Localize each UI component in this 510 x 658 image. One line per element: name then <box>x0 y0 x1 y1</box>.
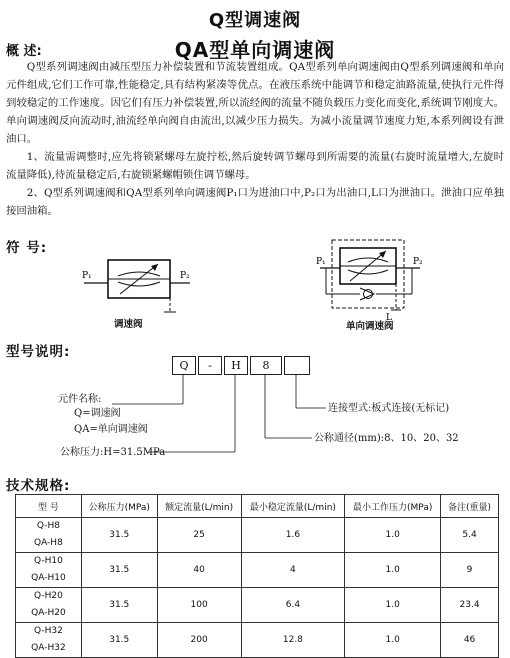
port-p1-label: P₁ <box>316 257 326 267</box>
model-q: Q-H10 <box>34 556 63 566</box>
one-way-flow-control-valve-caption: 单向调速阀 <box>346 321 394 332</box>
model-code-pressure: H <box>224 356 248 375</box>
port-p2-label: P₂ <box>180 271 190 281</box>
spec-table-header <box>16 495 499 518</box>
cell-min-pressure: 1.0 <box>345 623 441 658</box>
cell-flow: 25 <box>157 518 241 553</box>
cell-flow: 100 <box>157 588 241 623</box>
flow-control-valve-symbol <box>78 248 198 318</box>
symbol-heading: 符 号: <box>6 240 48 256</box>
model-qa: QA-H8 <box>34 538 63 548</box>
model-code-diameter: 8 <box>250 356 282 375</box>
cell-model <box>16 553 82 588</box>
cell-weight: 46 <box>441 623 499 658</box>
cell-pressure: 31.5 <box>81 553 157 588</box>
header-min-pressure: 最小工作压力(MPa) <box>345 495 441 518</box>
cell-weight: 5.4 <box>441 518 499 553</box>
header-weight: 备注(重量) <box>441 495 499 518</box>
model-qa: QA-H20 <box>31 608 66 618</box>
cell-weight: 23.4 <box>441 588 499 623</box>
one-way-flow-control-valve-symbol <box>316 232 426 322</box>
cell-min-pressure: 1.0 <box>345 553 441 588</box>
header-min-flow: 最小稳定流量(L/min) <box>241 495 345 518</box>
cell-weight: 9 <box>441 553 499 588</box>
port-note: 2、Q型系列调速阀和QA型系列单向调速阀P₁口为进油口中,P₂口为出油口,L口为泄油口。泄油口应单独接回油箱。 <box>6 187 504 217</box>
cell-pressure: 31.5 <box>81 623 157 658</box>
cell-pressure: 31.5 <box>81 588 157 623</box>
adjustment-note: 1、流量需调整时,应先将锁紧螺母左旋拧松,然后旋转调节螺母到所需要的流量(右旋时流量增大,左旋时流量降低),待流量稳定后,右旋锁紧螺帽锁住调节螺母。 <box>6 151 504 181</box>
port-l-label: L <box>386 313 392 322</box>
model-code-connection <box>284 356 310 375</box>
cell-model <box>16 518 82 553</box>
table-row <box>16 518 499 553</box>
page-subtitle: QA型单向调速阀 <box>174 38 336 62</box>
cell-min-flow: 6.4 <box>241 588 345 623</box>
overview-paragraph: Q型系列调速阀由减压型压力补偿装置和节流装置组成。QA型系列单向调速阀由Q型系列调速阀和单向元件组成,它们工作可靠,性能稳定,具有结构紧凑等优点。在液压系统中能调节和稳定油路流量,使执行元件得到较稳定的工作速度。因它们有压力补偿装置,所以流经阀的流量不随负载压力变化而变化,系统调节刚度大。单向调速阀反向流动时,油流经单向阀自由流出,以减少压力损失。为减小流量调节速度力矩,本系列阀设有泄油口。 <box>6 61 504 145</box>
cell-model <box>16 588 82 623</box>
cell-flow: 200 <box>157 623 241 658</box>
port-p2-label: P₂ <box>413 257 423 267</box>
cell-min-pressure: 1.0 <box>345 518 441 553</box>
port-p1-label: P₁ <box>82 271 92 281</box>
model-connection-note: 连接型式:板式连接(无标记) <box>328 403 450 414</box>
cell-flow: 40 <box>157 553 241 588</box>
header-model: 型 号 <box>16 495 82 518</box>
overview-heading: 概 述: <box>6 44 42 59</box>
spec-table <box>15 494 499 658</box>
table-row <box>16 588 499 623</box>
cell-min-flow: 4 <box>241 553 345 588</box>
cell-min-flow: 1.6 <box>241 518 345 553</box>
header-pressure: 公称压力(MPa) <box>81 495 157 518</box>
cell-pressure: 31.5 <box>81 518 157 553</box>
model-q: Q-H8 <box>36 521 60 531</box>
table-row <box>16 553 499 588</box>
model-pressure-note: 公称压力:H=31.5MPa <box>60 447 166 458</box>
flow-control-valve-caption: 调速阀 <box>114 319 143 330</box>
cell-min-pressure: 1.0 <box>345 588 441 623</box>
cell-model <box>16 623 82 658</box>
cell-min-flow: 12.8 <box>241 623 345 658</box>
model-element-name-q: Q=调速阀 <box>74 408 121 419</box>
model-heading: 型号说明: <box>6 344 71 360</box>
model-qa: QA-H32 <box>31 643 66 653</box>
model-code-series: Q <box>172 356 196 375</box>
model-code-dash: - <box>198 356 222 375</box>
spec-heading: 技术规格: <box>6 478 71 494</box>
model-q: Q-H20 <box>34 591 63 601</box>
model-element-name-qa: QA=单向调速阀 <box>74 424 148 435</box>
header-flow: 额定流量(L/min) <box>157 495 241 518</box>
page-title: Q型调速阀 <box>208 10 302 31</box>
table-row <box>16 623 499 658</box>
model-element-name-title: 元件名称: <box>58 394 102 405</box>
model-q: Q-H32 <box>34 626 63 636</box>
model-diameter-note: 公称通径(mm):8、10、20、32 <box>314 433 459 444</box>
model-qa: QA-H10 <box>31 573 66 583</box>
